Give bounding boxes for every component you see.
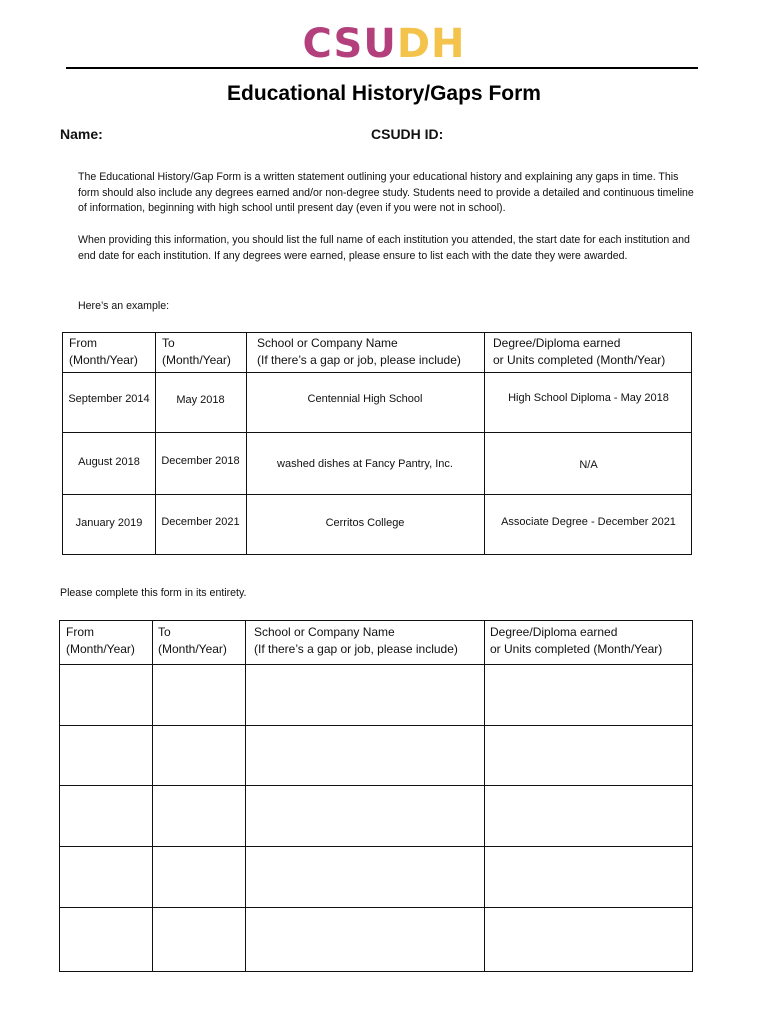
header-from: From (Month/Year) bbox=[69, 336, 138, 367]
example-row-2-to: December 2018 bbox=[161, 455, 240, 467]
entry-header-degree: Degree/Diploma earned or Units completed (Month/Year) bbox=[490, 625, 663, 656]
entry-row-1[interactable] bbox=[60, 665, 692, 725]
csudh-logo: CSUDH bbox=[302, 21, 466, 67]
example-table bbox=[62, 332, 692, 555]
example-row-3-from: January 2019 bbox=[75, 517, 143, 529]
header-school: School or Company Name (If there’s a gap or job, please include) bbox=[257, 336, 461, 367]
entry-header-from: From (Month/Year) bbox=[66, 625, 135, 656]
example-row-1-from: September 2014 bbox=[68, 393, 150, 405]
example-row-3-degree: Associate Degree - December 2021 bbox=[501, 516, 676, 528]
example-row-3-to: December 2021 bbox=[161, 516, 240, 528]
intro-paragraph-2: When providing this information, you should list the full name of each institution you attended, the start date for each institution and end date for each institution. If any degrees were earned, please ensure to list each with the date they were awarded. bbox=[78, 234, 690, 262]
entry-header-to: To (Month/Year) bbox=[158, 625, 227, 656]
form-title: Educational History/Gaps Form bbox=[227, 82, 541, 105]
entry-row-5[interactable] bbox=[60, 908, 692, 972]
entry-row-2[interactable] bbox=[60, 726, 692, 785]
header-rule bbox=[66, 67, 698, 69]
complete-instruction: Please complete this form in its entirety. bbox=[60, 587, 247, 599]
example-row-3-school: Cerritos College bbox=[325, 517, 405, 529]
example-label: Here’s an example: bbox=[78, 300, 170, 312]
entry-table bbox=[59, 620, 693, 972]
entry-row-4[interactable] bbox=[60, 847, 692, 907]
entry-row-3[interactable] bbox=[60, 786, 692, 846]
example-row-2-degree: N/A bbox=[579, 459, 598, 471]
intro-paragraph-1: The Educational History/Gap Form is a written statement outlining your educational history and explaining any gaps in time. This form should also include any degrees earned and/or non-degree study. Students need to provide a detailed and continuous timeline of information, beginning with high school until present day (even if you were not in school). bbox=[78, 171, 694, 214]
example-row-1-school: Centennial High School bbox=[307, 393, 423, 405]
example-row-1-to: May 2018 bbox=[176, 394, 225, 406]
entry-header-school: School or Company Name (If there’s a gap or job, please include) bbox=[254, 625, 458, 656]
name-label: Name: bbox=[60, 126, 103, 142]
header-degree: Degree/Diploma earned or Units completed (Month/Year) bbox=[493, 336, 666, 367]
example-row-1-degree: High School Diploma - May 2018 bbox=[508, 392, 669, 404]
example-row-2-from: August 2018 bbox=[78, 456, 140, 468]
csudh-id-label: CSUDH ID: bbox=[371, 126, 444, 142]
example-row-2-school: washed dishes at Fancy Pantry, Inc. bbox=[277, 458, 453, 470]
header-to: To (Month/Year) bbox=[162, 336, 231, 367]
